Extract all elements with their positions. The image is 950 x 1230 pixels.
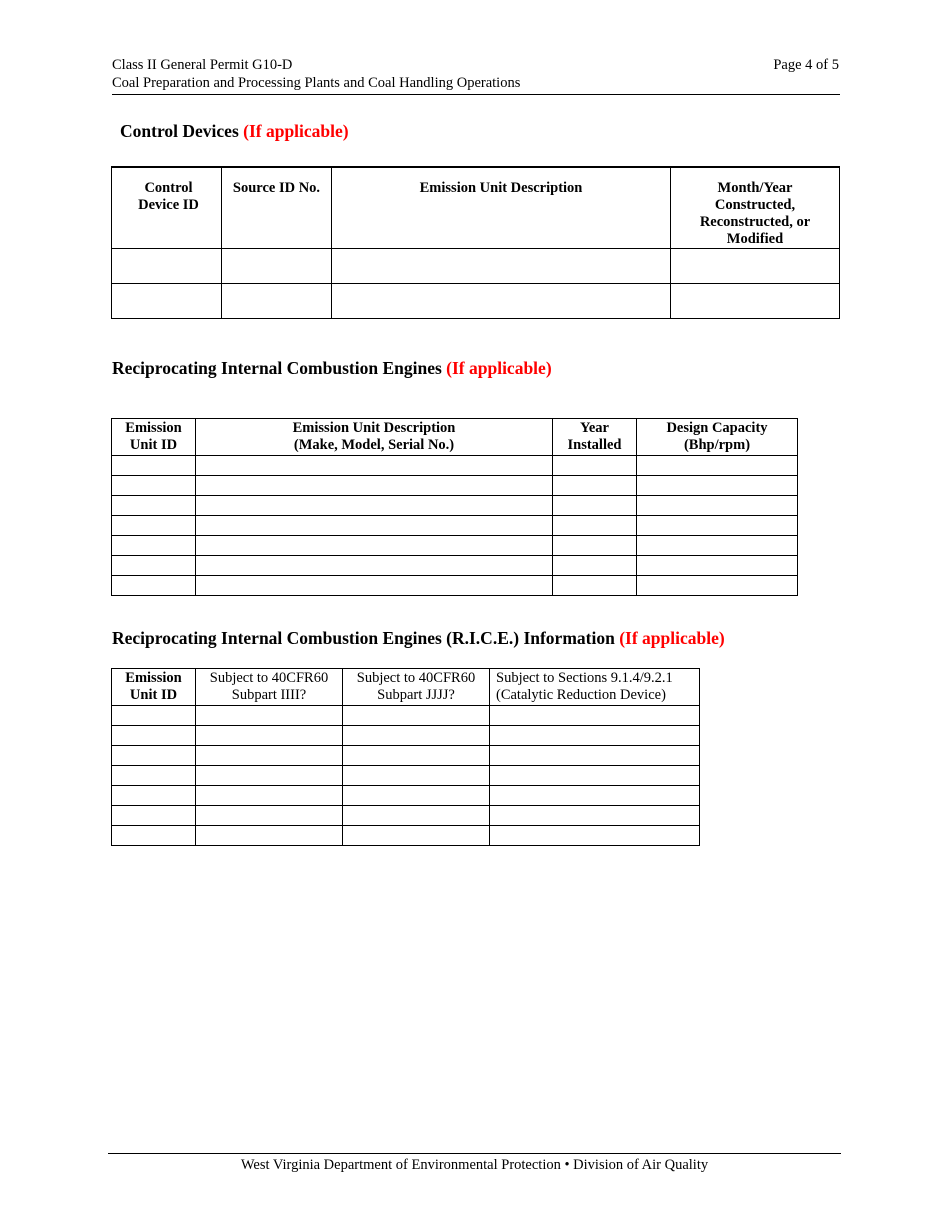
permit-title: Class II General Permit G10-D [112, 57, 293, 73]
table-cell[interactable] [112, 456, 196, 476]
table-cell[interactable] [196, 746, 343, 766]
table-row [112, 556, 798, 576]
table-cell[interactable] [490, 806, 700, 826]
rice-rows [112, 456, 798, 596]
table-cell[interactable] [671, 249, 840, 284]
rice-col-0-line1: Emission [125, 420, 182, 436]
rice-info-col-2-line2: Subpart JJJJ? [377, 687, 455, 703]
rice-info-col-2-line1: Subject to 40CFR60 [356, 670, 476, 686]
table-cell[interactable] [553, 496, 637, 516]
rice-heading [112, 357, 552, 379]
table-row [112, 516, 798, 536]
table-cell[interactable] [553, 556, 637, 576]
table-cell[interactable] [637, 496, 798, 516]
table-row [112, 806, 700, 826]
rice-title: Reciprocating Internal Combustion Engines [112, 358, 442, 378]
table-cell[interactable] [553, 536, 637, 556]
table-cell[interactable] [196, 556, 553, 576]
table-cell[interactable] [490, 766, 700, 786]
table-cell[interactable] [196, 706, 343, 726]
table-cell[interactable] [196, 536, 553, 556]
col-emission-unit-id [112, 419, 196, 456]
rice-info-rows [112, 706, 700, 846]
table-cell[interactable] [112, 496, 196, 516]
rice-col-0-line2: Unit ID [129, 437, 178, 453]
table-cell[interactable] [112, 284, 222, 319]
header-title [112, 56, 520, 92]
table-cell[interactable] [112, 826, 196, 846]
table-cell[interactable] [196, 576, 553, 596]
table-row [112, 496, 798, 516]
table-cell[interactable] [637, 456, 798, 476]
rice-info-col-3-line1: Subject to Sections 9.1.4/9.2.1 [496, 670, 673, 686]
page-header [112, 56, 840, 95]
rice-info-title: Reciprocating Internal Combustion Engines (R.I.C.E.) Information [112, 628, 615, 648]
table-cell[interactable] [553, 456, 637, 476]
table-cell[interactable] [343, 766, 490, 786]
table-cell[interactable] [196, 476, 553, 496]
table-cell[interactable] [112, 516, 196, 536]
table-cell[interactable] [343, 806, 490, 826]
col-catalytic-reduction [490, 669, 700, 706]
table-cell[interactable] [343, 726, 490, 746]
table-cell[interactable] [112, 249, 222, 284]
table-cell[interactable] [196, 826, 343, 846]
col-subpart-iiii [196, 669, 343, 706]
rice-info-table [111, 668, 700, 846]
rice-col-1-line1: Emission Unit Description [292, 420, 456, 436]
table-row [112, 826, 700, 846]
table-row [112, 766, 700, 786]
rice-info-col-3-line2: (Catalytic Reduction Device) [496, 687, 666, 703]
table-cell[interactable] [196, 496, 553, 516]
table-cell[interactable] [490, 726, 700, 746]
table-header-row [112, 669, 700, 706]
table-cell[interactable] [553, 476, 637, 496]
table-row [112, 284, 840, 319]
table-cell[interactable] [490, 706, 700, 726]
rice-info-note: (If applicable) [619, 628, 725, 648]
rice-note: (If applicable) [446, 358, 552, 378]
table-cell[interactable] [343, 826, 490, 846]
table-cell[interactable] [490, 786, 700, 806]
table-cell[interactable] [196, 516, 553, 536]
col-emission-unit-description [196, 419, 553, 456]
table-cell[interactable] [112, 476, 196, 496]
control-devices-table [111, 166, 840, 319]
table-cell[interactable] [112, 726, 196, 746]
table-row [112, 746, 700, 766]
rice-info-col-1-line1: Subject to 40CFR60 [209, 670, 329, 686]
rice-info-col-0-line1: Emission [125, 670, 182, 686]
table-header-row [112, 167, 840, 249]
control-devices-title: Control Devices [120, 121, 239, 141]
table-row [112, 786, 700, 806]
table-row [112, 536, 798, 556]
table-cell[interactable] [343, 786, 490, 806]
rice-col-1-line2: (Make, Model, Serial No.) [293, 437, 455, 453]
table-cell[interactable] [196, 786, 343, 806]
col-control-device-id: Control Device ID [112, 167, 222, 249]
rice-col-3-line2: (Bhp/rpm) [683, 437, 751, 453]
page-footer: West Virginia Department of Environmental Protection • Division of Air Quality [108, 1153, 841, 1174]
table-cell[interactable] [112, 806, 196, 826]
table-cell[interactable] [112, 706, 196, 726]
table-cell[interactable] [112, 576, 196, 596]
table-row [112, 476, 798, 496]
table-cell[interactable] [196, 726, 343, 746]
rice-info-col-0-line2: Unit ID [129, 687, 178, 703]
col-emission-unit-id [112, 669, 196, 706]
table-cell[interactable] [222, 284, 332, 319]
table-header-row [112, 419, 798, 456]
table-row [112, 726, 700, 746]
table-cell[interactable] [196, 456, 553, 476]
table-cell[interactable] [343, 746, 490, 766]
rice-col-2-line1: Year [580, 420, 609, 436]
col-design-capacity [637, 419, 798, 456]
table-cell[interactable] [112, 766, 196, 786]
col-emission-unit-description: Emission Unit Description [332, 167, 671, 249]
table-cell[interactable] [112, 556, 196, 576]
control-devices-heading [120, 120, 349, 142]
rice-table [111, 418, 798, 596]
table-cell[interactable] [112, 746, 196, 766]
table-cell[interactable] [332, 249, 671, 284]
table-row [112, 576, 798, 596]
table-cell[interactable] [671, 284, 840, 319]
table-cell[interactable] [332, 284, 671, 319]
rice-info-col-1-line2: Subpart IIII? [231, 687, 307, 703]
table-row [112, 706, 700, 726]
table-cell[interactable] [637, 516, 798, 536]
table-cell[interactable] [490, 826, 700, 846]
rice-info-heading [112, 627, 725, 649]
table-cell[interactable] [196, 806, 343, 826]
rice-col-3-line1: Design Capacity [666, 420, 768, 436]
col-subpart-jjjj [343, 669, 490, 706]
permit-subtitle: Coal Preparation and Processing Plants and Coal Handling Operations [112, 75, 521, 91]
col-year-installed [553, 419, 637, 456]
table-cell[interactable] [637, 576, 798, 596]
rice-col-2-line2: Installed [567, 437, 622, 453]
col-source-id: Source ID No. [222, 167, 332, 249]
table-cell[interactable] [112, 536, 196, 556]
table-cell[interactable] [343, 706, 490, 726]
table-cell[interactable] [637, 476, 798, 496]
table-row [112, 456, 798, 476]
table-cell[interactable] [637, 556, 798, 576]
table-cell[interactable] [222, 249, 332, 284]
table-cell[interactable] [112, 786, 196, 806]
table-cell[interactable] [637, 536, 798, 556]
page-number: Page 4 of 5 [773, 57, 839, 73]
col-month-year-constructed: Month/Year Constructed, Reconstructed, or Modified [671, 167, 840, 249]
control-devices-note: (If applicable) [243, 121, 349, 141]
control-devices-rows [112, 249, 840, 319]
table-cell[interactable] [553, 576, 637, 596]
table-cell[interactable] [196, 766, 343, 786]
table-cell[interactable] [490, 746, 700, 766]
table-row [112, 249, 840, 284]
table-cell[interactable] [553, 516, 637, 536]
